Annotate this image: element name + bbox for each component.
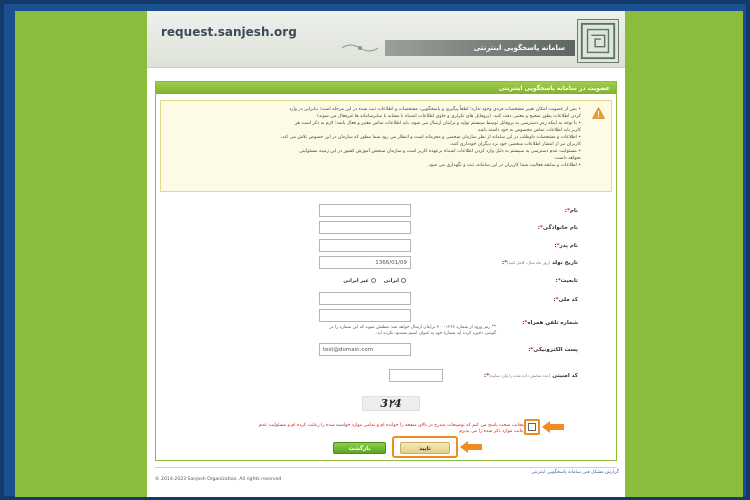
notice-line: کاربران نیز از انتشار اطلاعات شخصی خود نزد دیگران خودداری کنند. (449, 142, 581, 147)
notice-line: • پس از عضویت امکان تغییر مشخصات فردی وجود ندارد؛ لطفاً پیگیری و پاسخگویی، مشخصات و اطلاعات ثبت شده در این مرحله است؛ بنابراین در وارد (289, 107, 581, 112)
system-title: سامانه پاسخگویی اینترنتی (385, 40, 575, 56)
captcha-image: 3۲4 (362, 396, 420, 411)
last-name-field[interactable] (319, 221, 411, 234)
security-code-field[interactable] (389, 369, 443, 382)
first-name-field[interactable] (319, 204, 411, 217)
nationality-iranian-radio[interactable]: ایرانی (384, 278, 406, 284)
notice-box (160, 100, 612, 192)
footer-divider (155, 467, 617, 468)
notice-line: کاربر باید اطلاعات تماس مخصوص به خود داشته باشد. (476, 128, 581, 133)
copyright-text: © 2014-2023 Sanjesh Organization, All rights reserved (155, 477, 282, 482)
page-container (147, 11, 625, 497)
notice-line: • با توجه به اینکه رمز دسترسی به پروفایل توسط سیستم تولید و برایتان ارسال می شود، باید اطلاعات تماس معتبر و فعال باشد؛ لازم به ذکر است هر (294, 121, 581, 126)
panel-title: عضویت در سامانه پاسخگویی اینترنتی (156, 82, 616, 94)
arrow-left-icon (460, 441, 482, 453)
first-name-label: نام*: (564, 208, 578, 214)
notice-line: • اطلاعات و مشخصات داوطلب در این سامانه از نظر سازمان شخصی و محرمانه است و انتظار می رود شما مطور که سازمان در این خصوص تلاش می کند، (280, 135, 581, 140)
father-name-label: نام پدر*: (554, 243, 578, 249)
notice-line: • اطلاعات و سابقه فعالیت شما کاربران در این سامانه، ثبت و نگهداری می شود. (427, 163, 581, 168)
page-background (15, 11, 743, 497)
email-field[interactable]: test@domain.com (319, 343, 411, 356)
arrow-left-icon (542, 421, 564, 433)
back-button[interactable]: بازگشت (333, 442, 386, 454)
nationality-label: تابعیت*: (555, 278, 578, 284)
nationality-radio-group (337, 278, 406, 284)
site-header (147, 11, 625, 68)
notice-text (181, 106, 581, 169)
notice-line: • مسئولیت عدم دسترسی به سیستم به دلیل وارد کردن اطلاعات اشتباه برعهده کاربر است و سازمان سنجش آموزش کشور در این زمینه مسئولیتی (299, 149, 581, 154)
sanjesh-logo-icon (577, 19, 619, 63)
notice-line: کردن اطلاعات بطور صحیح و معتبر، دقت کنید. (پروفایل های تکراری و حاوی اطلاعات اشتباه با مشابه با سایرسامانه ها غیرفعال می شوند) (317, 114, 581, 119)
email-label: پست الکترونیکی*: (528, 347, 578, 353)
mobile-field[interactable] (319, 309, 411, 322)
last-name-label: نام خانوادگی*: (537, 225, 578, 231)
confirm-button[interactable]: تایید (400, 442, 450, 454)
birth-date-label: تاریخ تولد (روز ماه سال، کامل کنید)*: (502, 260, 578, 266)
mobile-note: ** رمز ورود از شماره ۳۰۰۰۱۲۶۶ برایتان ارسال خواهد شد؛ مطمئن شوید که این شماره را در گوشی ذخیره کرده اید شمارهٔ خود به عنوان اسپم مسدود نکرده اید. (329, 325, 496, 336)
security-code-label: کد امنیتی (عدد نمایش داده شده را وارد نمایید)*: (484, 373, 578, 379)
mobile-label: شماره تلفن همراه*: (522, 320, 578, 326)
agreement-text: اینجانب صحت پاسخ می کنم که توضیحات مندرج در بالای صفحه را خوانده ام و تمامی موارد خواسته شده را رعایت کرده ام و مسئولیت عدم رعایت موارد ذکر شده را می پذیرم (259, 423, 526, 434)
national-code-field[interactable] (319, 292, 411, 305)
ornament-icon (340, 42, 380, 54)
checkbox-highlight (524, 419, 540, 435)
warning-icon (592, 107, 605, 119)
registration-panel (155, 81, 617, 461)
nationality-foreign-radio[interactable]: غیر ایرانی (343, 278, 376, 284)
notice-line: نخواهد داشت. (553, 156, 581, 161)
father-name-field[interactable] (319, 239, 411, 252)
birth-date-field[interactable]: 1366/01/09 (319, 256, 411, 269)
national-code-label: کد ملی*: (553, 297, 578, 303)
site-url[interactable]: request.sanjesh.org (161, 25, 297, 39)
report-problem-link[interactable]: گزارش مشکل فنی سامانه پاسخگویی اینترنتی (531, 470, 619, 475)
